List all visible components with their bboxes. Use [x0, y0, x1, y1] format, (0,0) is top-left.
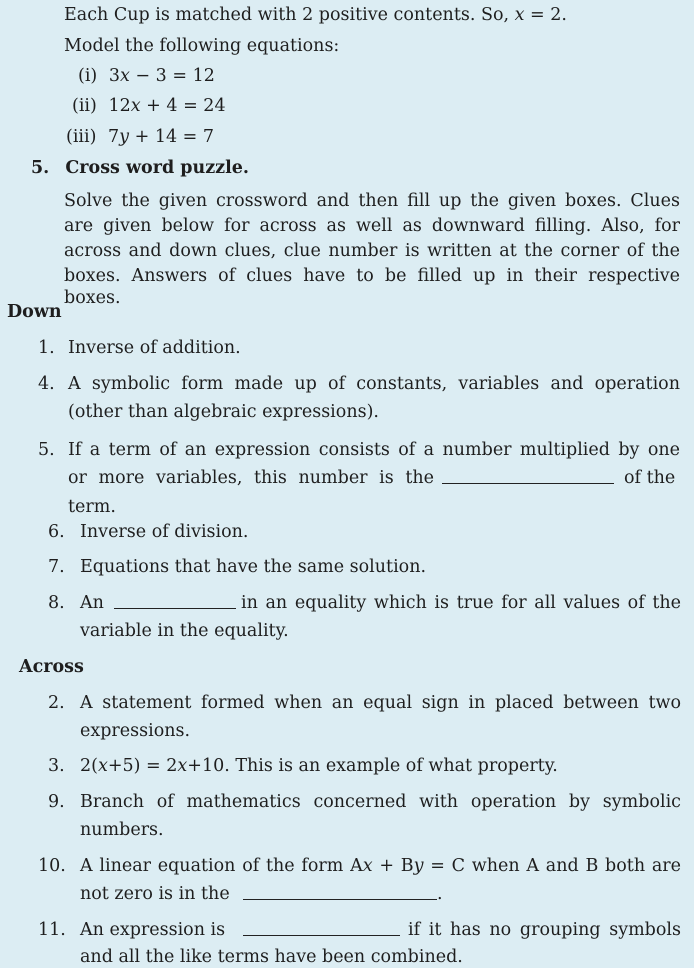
equation-var: y [119, 127, 130, 147]
across-clue-11-number: 11. [38, 920, 66, 940]
down-clue-5-line-2a: or more variables, this number is the [68, 468, 434, 488]
across-clue-11-blank[interactable] [243, 921, 400, 936]
down-clue-8-line-1a: An [80, 593, 104, 613]
down-clue-8-line-2: variable in the equality. [80, 621, 289, 641]
section-title: Cross word puzzle. [65, 158, 249, 178]
equation-rest: + 14 = 7 [129, 127, 215, 147]
down-clue-4-number: 4. [38, 374, 55, 394]
model-heading: Model the following equations: [64, 36, 340, 56]
down-clue-4-line-2: (other than algebraic expressions). [68, 402, 379, 422]
equation-coef: 3 [108, 66, 120, 86]
instructions-line-3: across and down clues, clue number is written at the corner of the [64, 241, 680, 261]
down-clue-8-blank[interactable] [114, 594, 236, 609]
instructions-line-1: Solve the given crossword and then fill up the given boxes. Clues [64, 191, 680, 211]
clue-3-var-1: x [97, 756, 108, 776]
across-clue-10-number: 10. [38, 856, 66, 876]
cup-variable: x [514, 5, 525, 25]
down-clue-1-number: 1. [38, 338, 55, 358]
down-clue-5-blank[interactable] [442, 469, 614, 484]
across-clue-2-number: 2. [48, 693, 65, 713]
equation-var: x [119, 66, 130, 86]
across-clue-10-blank[interactable] [243, 885, 437, 900]
across-clue-2-line-1: A statement formed when an equal sign in placed between two [80, 693, 681, 713]
across-clue-3-number: 3. [48, 756, 65, 776]
across-clue-9-number: 9. [48, 792, 65, 812]
clue-10-part-c: = C when A and B both are [423, 856, 681, 876]
down-clue-5-line-3: term. [68, 497, 116, 517]
equation-rest: − 3 = 12 [129, 66, 215, 86]
across-heading: Across [19, 657, 84, 677]
down-heading: Down [7, 302, 62, 322]
cup-statement [64, 4, 567, 26]
across-clue-11-line-1a: An expression is [80, 920, 226, 940]
across-clue-10-line-1 [80, 855, 681, 877]
equation-1 [78, 65, 215, 87]
clue-3-part-a: 2( [80, 756, 98, 776]
equation-coef: 7 [108, 127, 120, 147]
section-number: 5. [31, 158, 50, 178]
down-clue-6-text: Inverse of division. [80, 522, 249, 542]
instructions-line-2: are given below for across as well as downward filling. Also, for [64, 216, 680, 236]
down-clue-5-line-1: If a term of an expression consists of a number multiplied by one [68, 440, 680, 460]
clue-10-var-2: y [413, 856, 424, 876]
down-clue-7-number: 7. [48, 557, 65, 577]
cup-text: Each Cup is matched with 2 positive contents. So, [64, 5, 515, 25]
equation-coef: 12 [108, 96, 131, 116]
equation-label: (iii) [66, 127, 97, 147]
across-clue-11-line-1b: if it has no grouping symbols [408, 920, 681, 940]
across-clue-3-text [80, 755, 558, 777]
equation-rest: + 4 = 24 [140, 96, 226, 116]
clue-3-part-b: +5) = 2 [107, 756, 178, 776]
across-clue-11-line-2: and all the like terms have been combined. [80, 947, 463, 967]
across-clue-9-line-2: numbers. [80, 820, 164, 840]
equation-label: (ii) [72, 96, 97, 116]
down-clue-4-line-1: A symbolic form made up of constants, variables and operation [68, 374, 680, 394]
clue-10-var-1: x [362, 856, 373, 876]
down-clue-8-line-1b: in an equality which is true for all values of the [241, 593, 681, 613]
cup-value: = 2. [524, 5, 567, 25]
across-clue-2-line-2: expressions. [80, 721, 191, 741]
across-clue-10-line-2b: . [437, 884, 443, 904]
down-clue-7-text: Equations that have the same solution. [80, 557, 427, 577]
down-clue-5-line-2b: of the [624, 468, 676, 488]
across-clue-10-line-2a: not zero is in the [80, 884, 230, 904]
equation-var: x [130, 96, 141, 116]
clue-10-part-b: + B [372, 856, 414, 876]
equation-label: (i) [78, 66, 98, 86]
section-5-heading [31, 157, 249, 179]
down-clue-1-text: Inverse of addition. [68, 338, 241, 358]
down-clue-8-number: 8. [48, 593, 65, 613]
clue-10-part-a: A linear equation of the form A [80, 856, 363, 876]
clue-3-var-2: x [177, 756, 188, 776]
down-clue-6-number: 6. [48, 522, 65, 542]
equation-2 [72, 95, 226, 117]
across-clue-9-line-1: Branch of mathematics concerned with operation by symbolic [80, 792, 681, 812]
down-clue-5-number: 5. [38, 440, 55, 460]
instructions-line-4: boxes. Answers of clues have to be filled up in their respective boxes. [64, 266, 680, 308]
clue-3-part-c: +10. This is an example of what property. [187, 756, 558, 776]
equation-3 [66, 126, 214, 148]
